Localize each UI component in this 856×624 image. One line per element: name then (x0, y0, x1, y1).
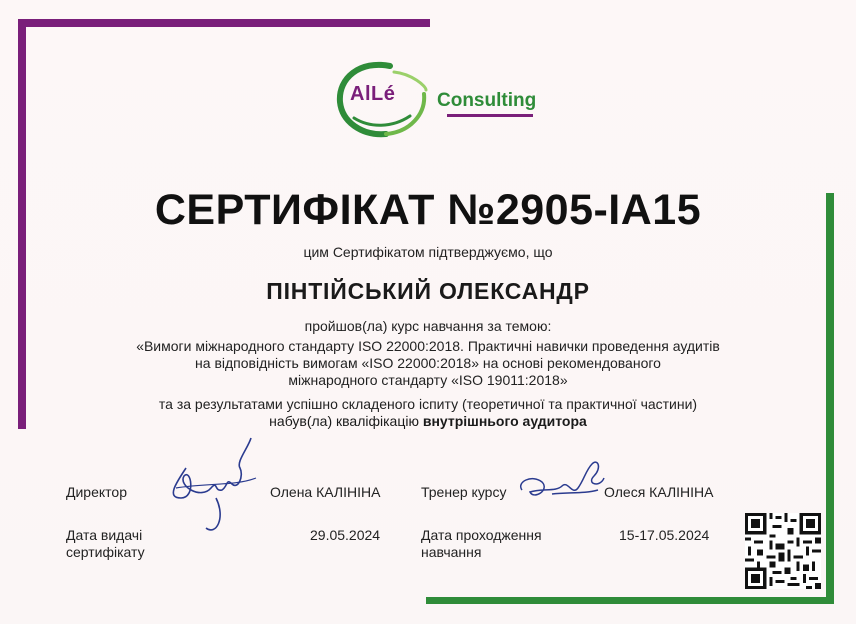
green-frame-bottom (426, 597, 834, 604)
director-label: Директор (66, 484, 127, 500)
topic-line: на відповідність вимогам «ISO 22000:2018» на основі рекомендованого (195, 355, 661, 371)
logo-mark: AlLé (350, 83, 396, 105)
training-date-label-line: Дата проходження (421, 527, 542, 543)
issue-date-label-line: Дата видачі (66, 527, 143, 543)
issue-date-value: 29.05.2024 (310, 527, 381, 543)
course-text: пройшов(ла) курс навчання за темою: (304, 318, 552, 334)
trainer-signature (512, 452, 608, 512)
trainer-label: Тренер курсу (421, 484, 507, 500)
topic-line: міжнародного стандарту «ISO 19011:2018» (288, 372, 568, 388)
certificate-title: СЕРТИФІКАТ №2905-ІА15 (154, 186, 702, 234)
issue-date-label (66, 527, 145, 561)
course-topic (100, 338, 756, 389)
logo-underline (447, 114, 533, 117)
logo-word: Consulting (437, 90, 537, 111)
qr-code-icon (745, 513, 821, 589)
company-logo (330, 60, 540, 140)
training-date-label-line: навчання (421, 544, 482, 560)
qualification-value: внутрішнього аудитора (422, 413, 587, 429)
confirm-text: цим Сертифікатом підтверджуємо, що (303, 244, 553, 260)
training-date-value: 15-17.05.2024 (619, 527, 710, 543)
issue-date-label-line: сертифікату (66, 544, 145, 560)
purple-frame-top (18, 19, 430, 27)
topic-line: «Вимоги міжнародного стандарту ISO 22000:2018. Практичні навички проведення аудитів (136, 338, 720, 354)
qualification-prefix: набув(ла) кваліфікацію (269, 413, 423, 429)
training-date-label (421, 527, 542, 561)
director-signature (156, 428, 266, 538)
qualification-line (0, 413, 856, 429)
trainer-name: Олеся КАЛІНІНА (604, 484, 714, 500)
recipient-name: ПІНТІЙСЬКИЙ ОЛЕКСАНДР (266, 278, 590, 304)
exam-text: та за результатами успішно складеного іспиту (теоретичної та практичної частини) (158, 396, 698, 412)
director-name: Олена КАЛІНІНА (270, 484, 381, 500)
